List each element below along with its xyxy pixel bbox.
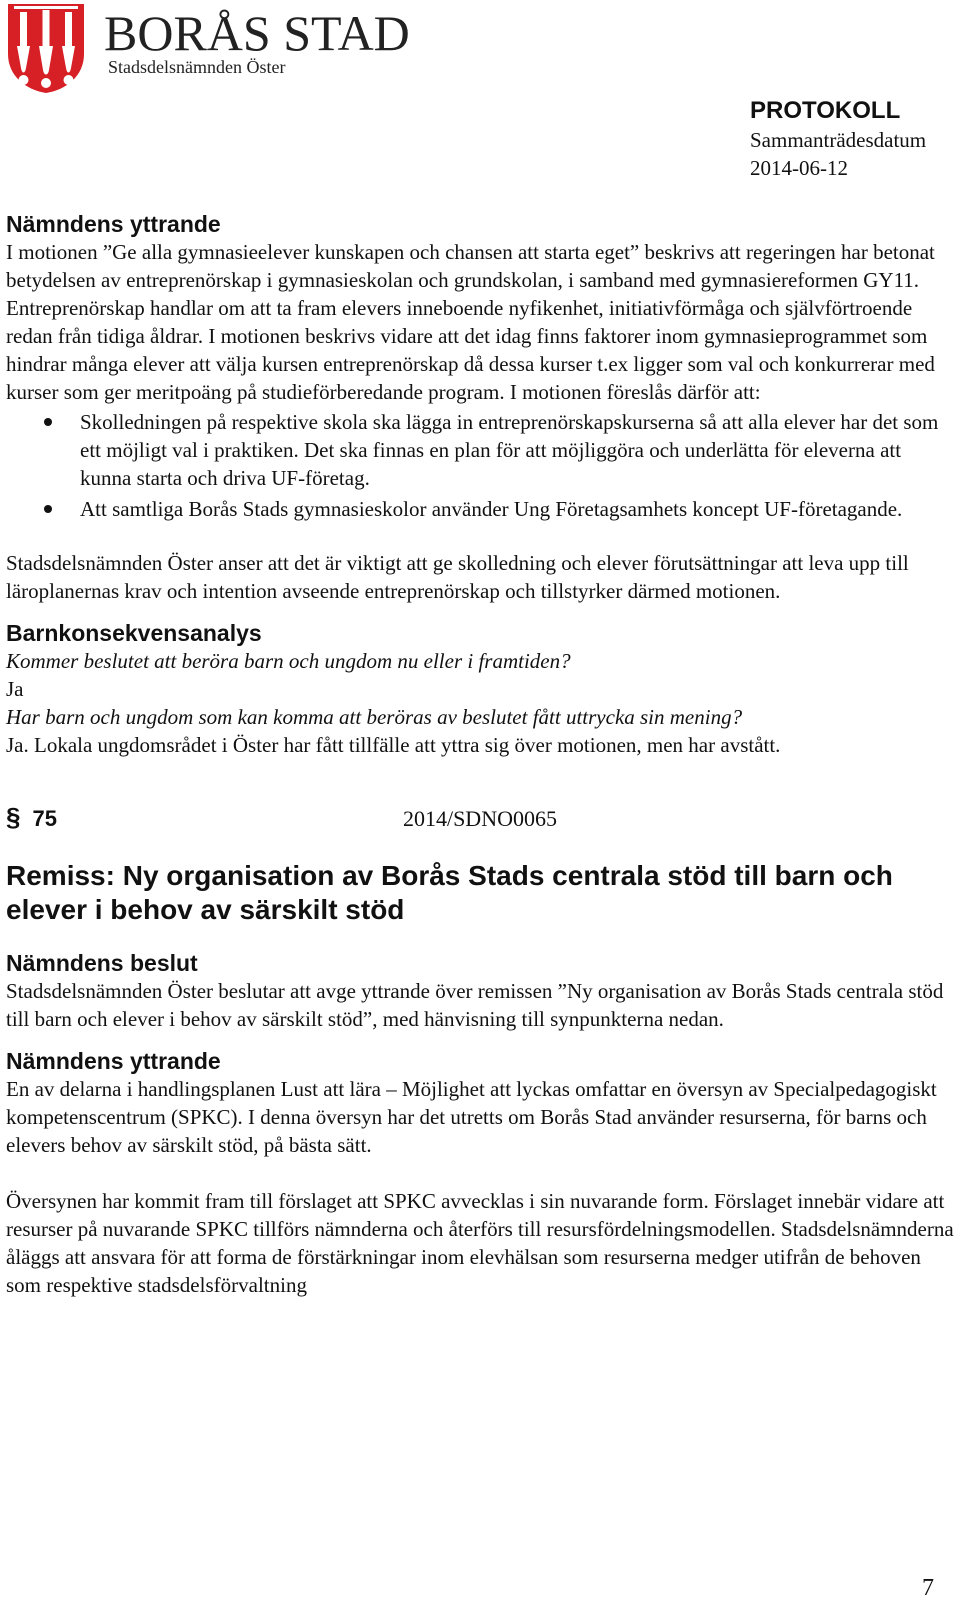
organization-name: BORÅS STAD [104, 5, 410, 61]
meeting-date-label: Sammanträdesdatum [750, 128, 927, 152]
paragraph-header [6, 803, 956, 833]
section-heading-decision: Nämndens beslut [6, 950, 198, 976]
decision-paragraph: Stadsdelsnämnden Öster beslutar att avge yttrande över remissen ”Ny organisation av Borås Stads centrala stöd till barn och elever i behov av särskilt stöd”, med hänvisning till synpunkterna nedan. [6, 979, 944, 1031]
statement-paragraph-2: Översynen har kommit fram till förslaget att SPKC avvecklas i sin nuvarande form. Förslaget innebär vidare att resurser på nuvarande SPKC tillförs nämnderna och återförs till resursfördelningsmodellen. Stadsdelsnämnderna åläggs att ansvara för att forma de förstärkningar inom elevhälsan som resurserna medger utifrån de behoven som respektive stadsdelsförvaltning [6, 1189, 954, 1297]
question-1: Kommer beslutet att beröra barn och ungdom nu eller i framtiden? [6, 649, 571, 673]
paragraph-number: 75 [32, 806, 57, 831]
list-item [6, 408, 956, 492]
section-sign: § [6, 802, 21, 832]
section-heading-statement-2: Nämndens yttrande [6, 1048, 221, 1074]
proposal-list [6, 408, 956, 523]
protocol-header [750, 96, 960, 182]
answer-1: Ja [6, 677, 24, 701]
statement-paragraph: I motionen ”Ge alla gymnasieelever kunskapen och chansen att starta eget” beskrivs att regeringen har betonat betydelsen av entreprenörskap i gymnasieskolan och grundskolan, i samband med gymnasiereformen GY11. Entreprenörskap handlar om att ta fram elevers inneboende nyfikenhet, initiativförmåga och självförtroende redan från tidiga åldrar. I motionen beskrivs vidare att det idag finns faktorer inom gymnasieprogrammet som hindrar många elever att välja kursen entreprenörskap då dessa kurser t.ex ligger som val och konkurrerar med kurser som ger meritpoäng på studieförberedande program. I motionen föreslås därför att: [6, 240, 935, 404]
document-type: PROTOKOLL [750, 97, 901, 124]
section-heading-child-analysis: Barnkonsekvensanalys [6, 620, 262, 646]
question-2: Har barn och ungdom som kan komma att beröras av beslutet fått uttrycka sin mening? [6, 705, 743, 729]
statement-paragraph-1: En av delarna i handlingsplanen Lust att lära – Möjlighet att lyckas omfattar en översyn av Specialpedagogiskt kompetenscentrum (SPKC). I denna översyn har det utretts om Borås Stad använder resurserna, för barns och elevers behov av särskilt stöd, på bästa sätt. [6, 1077, 937, 1157]
borås-stad-coat-of-arms-logo [6, 2, 86, 94]
organization-unit: Stadsdelsnämnden Öster [108, 57, 286, 77]
bullet-icon [44, 418, 52, 426]
case-number: 2014/SDNO0065 [402, 806, 557, 831]
list-item-text: Att samtliga Borås Stads gymnasieskolor använder Ung Företagsamhets koncept UF-företagande. [80, 497, 903, 521]
list-item [6, 495, 956, 523]
page-number: 7 [922, 1575, 934, 1601]
meeting-date: 2014-06-12 [750, 156, 848, 180]
conclusion-paragraph: Stadsdelsnämnden Öster anser att det är viktigt att ge skolledning och elever förutsättningar att leva upp till läroplanernas krav och intention avseende entreprenörskap och tillstyrker därmed motionen. [6, 551, 909, 603]
section-heading-statement: Nämndens yttrande [6, 211, 221, 237]
bullet-icon [44, 505, 52, 513]
list-item-text: Skolledningen på respektive skola ska lägga in entreprenörskapskurserna så att alla elever har det som ett möjligt val i praktiken. Det ska finnas en plan för att möjliggöra och underlätta för eleverna att kunna starta och driva UF-företag. [80, 410, 939, 490]
document-body [6, 210, 956, 1299]
answer-2: Ja. Lokala ungdomsrådet i Öster har fått tillfälle att yttra sig över motionen, men har avstått. [6, 733, 781, 757]
item-title: Remiss: Ny organisation av Borås Stads centrala stöd till barn och elever i behov av särskilt stöd [6, 860, 893, 925]
